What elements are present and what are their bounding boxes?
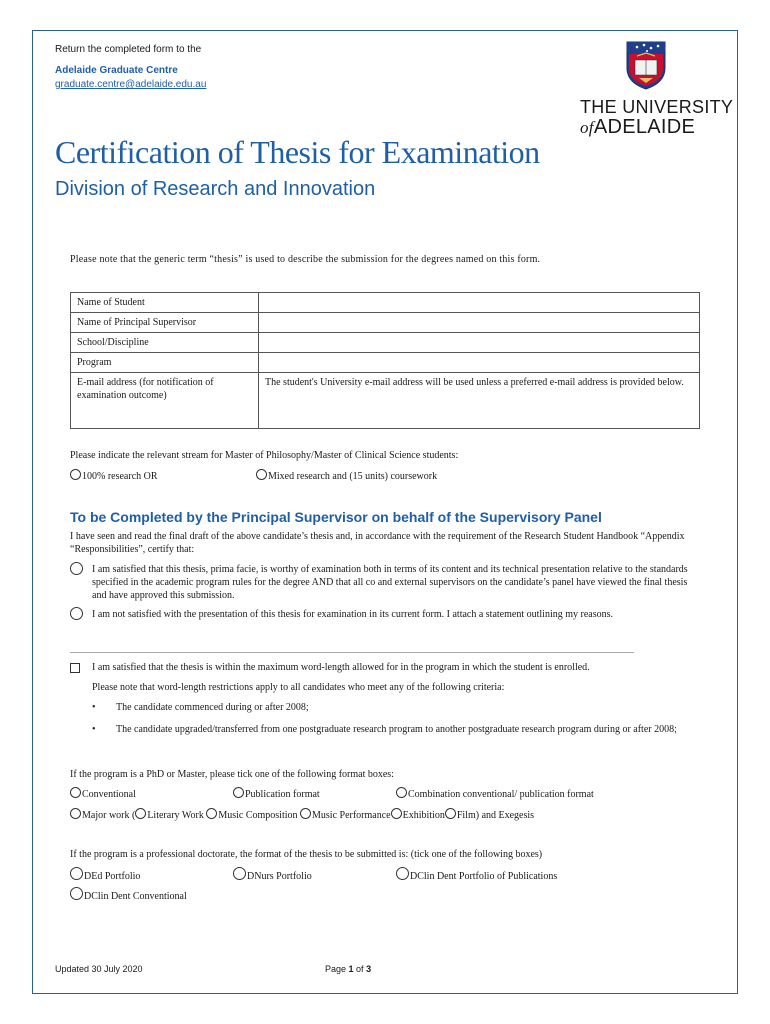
bullet-icon: • — [92, 724, 96, 735]
row-label: Name of Principal Supervisor — [71, 313, 259, 333]
not-satisfied-radio[interactable] — [70, 606, 84, 624]
word-length-checkbox[interactable] — [70, 660, 80, 678]
literary-radio-icon[interactable] — [135, 808, 146, 819]
criteria-item: The candidate upgraded/transferred from one postgraduate research program to another postgraduate research program during or after 2008; — [116, 724, 677, 735]
row-label: Name of Student — [71, 293, 259, 313]
radio-button-icon[interactable] — [396, 867, 409, 880]
not-satisfied-option-text: I am not satisfied with the presentation of this thesis for examination in its current form. I attach a statement outlining my reasons. — [92, 609, 613, 620]
format-publication[interactable] — [233, 787, 320, 800]
prof-doc-dnurs[interactable] — [233, 867, 312, 882]
radio-button-icon[interactable] — [70, 607, 83, 620]
radio-button-icon[interactable] — [70, 469, 81, 480]
radio-button-icon[interactable] — [70, 787, 81, 798]
university-name-line1: THE UNIVERSITY — [580, 97, 734, 117]
film-radio-icon[interactable] — [445, 808, 456, 819]
option-label: DEd Portfolio — [84, 871, 141, 882]
music-performance-radio-icon[interactable] — [300, 808, 311, 819]
radio-button-icon[interactable] — [396, 787, 407, 798]
prof-doc-ded[interactable] — [70, 867, 140, 882]
option-label: Conventional — [82, 789, 136, 800]
format-combination[interactable] — [396, 787, 594, 800]
prof-doc-dclin-conventional[interactable] — [70, 887, 187, 902]
school-field[interactable] — [259, 333, 700, 353]
form-subtitle: Division of Research and Innovation — [55, 178, 376, 200]
option-label: Mixed research and (15 units) coursework — [268, 471, 438, 482]
university-name-line2 — [580, 116, 695, 139]
prof-doc-question: If the program is a professional doctorate, the format of the thesis to be submitted is: (tick one of the following boxes) — [70, 849, 543, 860]
major-work-row — [70, 808, 534, 821]
page-prefix: Page — [325, 964, 349, 974]
section-divider — [70, 652, 634, 653]
centre-email-link[interactable]: graduate.centre@adelaide.edu.au — [55, 79, 207, 90]
return-instruction: Return the completed form to the — [55, 44, 202, 55]
row-label: Program — [71, 353, 259, 373]
music-composition-radio-icon[interactable] — [206, 808, 217, 819]
word-length-note: Please note that word-length restrictions apply to all candidates who meet any of the following criteria: — [92, 682, 505, 693]
option-label: Film) and Exegesis — [456, 810, 535, 821]
bullet-icon: • — [92, 702, 96, 713]
option-label: 100% research OR — [82, 471, 158, 482]
table-row — [71, 353, 700, 373]
stream-question: Please indicate the relevant stream for Master of Philosophy/Master of Clinical Science students: — [70, 450, 459, 461]
table-row — [71, 313, 700, 333]
stream-option-research[interactable] — [70, 469, 158, 482]
table-row — [71, 333, 700, 353]
satisfied-radio[interactable] — [70, 561, 84, 579]
option-label: Exhibition — [402, 810, 445, 821]
option-label: Literary Work — [147, 810, 204, 821]
supervisor-section-heading: To be Completed by the Principal Supervisor on behalf of the Supervisory Panel — [70, 509, 602, 525]
option-label: Music Composition — [218, 810, 298, 821]
table-row — [71, 293, 700, 313]
supervisor-intro: I have seen and read the final draft of the above candidate’s thesis and, in accordance with the requirement of the Research Student Handbook “Appendix “Responsibilities”, certify that: — [70, 531, 685, 555]
option-label: Music Performance — [312, 810, 391, 821]
stream-option-mixed[interactable] — [256, 469, 437, 482]
option-label: Major work ( — [82, 810, 136, 821]
option-label: DClin Dent Conventional — [84, 891, 187, 902]
form-title: Certification of Thesis for Examination — [55, 134, 540, 170]
radio-button-icon[interactable] — [70, 867, 83, 880]
centre-name: Adelaide Graduate Centre — [55, 65, 178, 76]
radio-button-icon[interactable] — [233, 787, 244, 798]
criteria-item: The candidate commenced during or after 2008; — [116, 702, 309, 713]
radio-button-icon[interactable] — [256, 469, 267, 480]
radio-button-icon[interactable] — [233, 867, 246, 880]
satisfied-option-text: I am satisfied that this thesis, prima facie, is worthy of examination both in terms of its content and its technical presentation relative to the standards specified in the academic program rules for the degree AND that all co and external supervisors on the candidate’s panel have viewed the final thesis and have approved this submission. — [92, 564, 688, 601]
row-label: School/Discipline — [71, 333, 259, 353]
page-number: 1 — [348, 964, 354, 974]
word-length-statement: I am satisfied that the thesis is within the maximum word-length allowed for in the program in which the student is enrolled. — [92, 662, 590, 673]
program-field[interactable] — [259, 353, 700, 373]
prof-doc-dclin-publications[interactable] — [396, 867, 557, 882]
thesis-term-note: Please note that the generic term “thesis” is used to describe the submission for the degrees named on this form. — [70, 254, 541, 265]
table-row — [71, 373, 700, 429]
university-of: of — [580, 118, 594, 137]
university-adelaide: ADELAIDE — [593, 116, 696, 138]
university-crest-icon — [625, 40, 667, 90]
supervisor-name-field[interactable] — [259, 313, 700, 333]
radio-button-icon[interactable] — [70, 887, 83, 900]
radio-button-icon[interactable] — [70, 562, 83, 575]
page-of: of — [353, 964, 367, 974]
email-field[interactable]: The student's University e-mail address will be used unless a preferred e-mail address is provided below. — [259, 373, 700, 429]
format-question: If the program is a PhD or Master, please tick one of the following format boxes: — [70, 769, 394, 780]
page-indicator — [325, 964, 371, 974]
student-name-field[interactable] — [259, 293, 700, 313]
exhibition-radio-icon[interactable] — [391, 808, 402, 819]
checkbox-icon[interactable] — [70, 663, 80, 673]
option-label: Publication format — [245, 789, 320, 800]
format-conventional[interactable] — [70, 787, 136, 800]
option-label: DClin Dent Portfolio of Publications — [410, 871, 558, 882]
option-label: Combination conventional/ publication format — [408, 789, 594, 800]
row-label: E-mail address (for notification of examination outcome) — [71, 373, 259, 429]
major-work-radio-icon[interactable] — [70, 808, 81, 819]
option-label: DNurs Portfolio — [247, 871, 312, 882]
student-details-table — [70, 292, 700, 429]
page-total: 3 — [366, 964, 372, 974]
updated-date: Updated 30 July 2020 — [55, 964, 143, 974]
